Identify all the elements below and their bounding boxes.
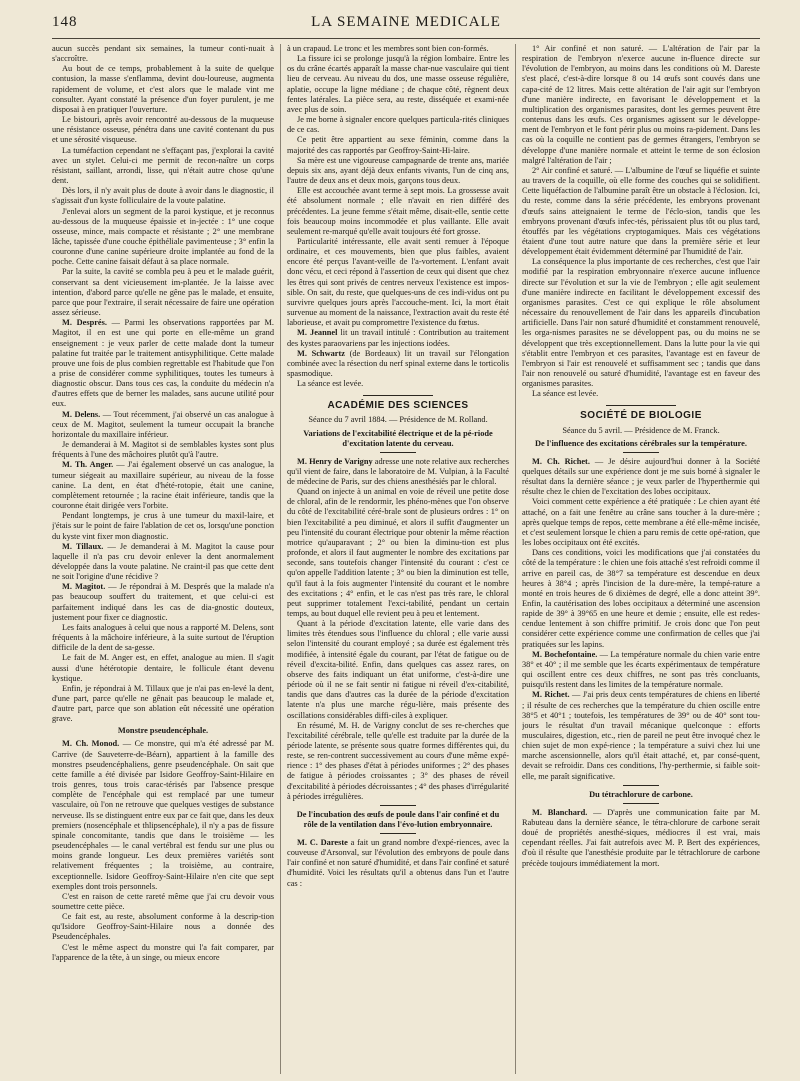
paragraph-text: — La température normale du chien varie entre 38° et 40° ; il me semble que les écarts expérimentaux de température qui oscillent entre ces deux chiffres, ne sont pas très concluants, puisqu'ils restent dans les limites de la température normale. [522, 649, 760, 690]
paragraph [52, 460, 274, 511]
paragraph [52, 207, 274, 268]
paragraph-text: Particularité intéressante, elle avait senti remuer à l'époque ordinaire, et ces mouvements, bien que plus faibles, avaient encore été perçus l'avant-veille de l'a-vortement. L'enfant avait donc vécu, et ceci répond à l'assertion de ceux qui disent que chez les êtres qui sont privés de centres nerveux l'existence est impos-sible. On sait, du reste, que quelques-uns de ces indi-vidus ont pu survivre quelques jours après l'accouche-ment. Ici, la mort était survenue au moment de la naissance, l'extraction avait du reste été laborieuse, et avait pu compromettre l'existence du fœtus. [287, 236, 509, 328]
page-number: 148 [52, 14, 78, 30]
paragraph-text: adresse une note relative aux recherches qu'il vient de faire, dans le laboratoire de M. Vulpian, à la Faculté de médecine de Paris, sur des chiens anesthésiés par le chloral. [287, 456, 509, 486]
header-rule [52, 38, 760, 39]
short-rule [623, 803, 659, 804]
paragraph-text: (de Bordeaux) lit un travail sur l'élongation combinée avec la résection du nerf spinal externe dans le torticolis spasmodique. [287, 348, 509, 378]
speaker-name: M. Th. Anger. [62, 460, 114, 470]
paragraph-text: a fait un grand nombre d'expé-riences, avec la couveuse d'Arsonval, sur l'évolution des embryons de poule dans l'air confiné et non saturé d'humidité, et dans l'air confiné et saturé d'humidité. Voici les résultats qu'il a obtenus dans l'un et l'autre cas : [287, 837, 509, 888]
paragraph-text: Ce fait est, au reste, absolument conforme à la descrip-tion qu'Isidore Geoffroy-Saint-Hilaire nous a donnée des Pseudencéphales. [52, 912, 274, 942]
paragraph-text: 1° Air confiné et non saturé. — L'altération de l'air par la respiration de l'embryon n'exerce aucune in-fluence directe sur l'évolution de l'embryon, au moins dans les conditions où M. Dareste s'est placé, c'est-à-dire lorsque 8 ou 14 œufs sont couvés dans une capa-cité de 12 litres. Mais cette altération de l'air agit sur l'embryon d'une manière indirecte, en favorisant le développement et la multiplication des organismes parasites, dont les germes peuvent être contenus dans les œufs. Ces organismes agissent sur le développe-ment de l'embryon et le font périr plus ou moins ra-pidement. Dans les cas où la coquille ne contient pas de germes étrangers, l'embryon se développe d'une manière normale et atteint le terme de son éclosion malgré l'altération de l'air ; [522, 44, 760, 165]
speaker-name: M. Ch. Monod. [62, 739, 120, 749]
paragraph-text: Ce petit être appartient au sexe féminin, comme dans la majorité des cas rapportés par Geoffroy-Saint-Hi-laire. [287, 135, 509, 155]
paragraph [287, 487, 509, 619]
paragraph-text: Enfin, je répondrai à M. Tillaux que je n'ai pas en-levé la dent, d'une part, parce qu'elle ne gênait pas beaucoup le malade et, d'autre part, parce que son ablation eût nécessité une opération grave. [52, 683, 274, 724]
speaker-name: M. Blanchard. [532, 807, 588, 817]
paragraph [52, 684, 274, 725]
paragraph [287, 379, 509, 389]
paragraph [52, 582, 274, 623]
speaker-name: M. Ch. Richet. [532, 456, 590, 466]
section-title-biologie: SOCIÉTÉ DE BIOLOGIE [580, 410, 702, 422]
paragraph [287, 349, 509, 379]
paragraph [522, 457, 760, 498]
speaker-name: M. Tillaux. [62, 541, 104, 551]
paragraph [287, 115, 509, 135]
paragraph [52, 542, 274, 583]
article-subhead: Variations de l'excitabilité électrique et de la pé-riode d'excitation latente du cerveau. [303, 428, 493, 448]
paragraph [287, 838, 509, 889]
paragraph-text: — Ce monstre, qui m'a été adressé par M. Carrive (de Sauveterre-de-Béarn), appartient à la famille des monstres pseudencéphaliens, genre pseudencéphale. On sait que cette famille a été divisée par Isidore Geoffroy-Saint-Hilaire en trois genres, tous trois carac-térisés par l'absence presque complète de l'encéphale qui est remplacé par une tumeur vasculaire, où l'on ne retrouve que quelques vestiges de substance nerveuse. Ils se distinguent entre eux par ce fait que, dans les deux premiers (nosencéphale et thlipsencéphale), il n'y a pas de fissure spinale concomitante, tandis que dans le troisième — les pseudencéphales — le canal vertébral est fendu sur une plus ou moins grande longueur. Les deux premières variétés sont relativement fréquentes ; la troisième, au contraire, exceptionnelle. Isidore Geoffroy-Saint-Hilaire n'en cite que sept exemples dont trois personnels. [52, 739, 274, 891]
paragraph-text: — Je demanderai à M. Magitot la cause pour laquelle il n'a pas cru devoir enlever la dent anormalement développée dans la voute palatine. Ne craint-il pas que cette dent ne soit l'origine d'une récidive ? [52, 541, 274, 582]
paragraph-text: lit un travail intitulé : Contribution au traitement des kystes paraovariens par les injections iodées. [287, 328, 509, 348]
article-subhead: De l'incubation des œufs de poule dans l'air confiné et du rôle de la ventilation dans l'évo-lution embryonnaire. [296, 809, 500, 829]
paragraph-text: — D'après une communication faite par M. Rabuteau dans la dernière séance, le tétra-chlorure de carbone serait doué de propriétés anesthé-siques, médiocres il est vrai, mais cependant réelles. J'ai fait autrefois avec M. P. Bert des expériences, d'où il résulte que l'anesthésie produite par le tétrachlorure de carbone précède toujours immédiatement la mort. [522, 807, 760, 868]
paragraph [52, 511, 274, 541]
paragraph-text: — Parmi les observations rapportées par M. Magitot, il en est une qui porte en elle-même un grand enseignement : je veux parler de cette malade dont la tumeur palatine fut traitée par le traitement antisyphilitique. Cette malade prouve une fois de plus combien regrettable est l'habitude que l'on a prise de considérer comme syphilitiques, toutes les tumeurs à diagnostic obscur. Dans tous ces cas, la conduite du médecin n'a d'autres effets que de berner les malades, sans aucune utilité pour eux. [52, 318, 274, 409]
paragraph [522, 257, 760, 389]
paragraph-text: Par la suite, la cavité se combla peu à peu et le malade guérit, conservant sa dent vicieusement im-plantée. Je la laisse avec intention, d'abord parce qu'elle ne gêne pas le malade, et ensuite, parce que pour l'extraire, il serait nécessaire de faire une opération assez sérieuse. [52, 267, 274, 318]
paragraph-text: J'enlevai alors un segment de la paroi kystique, et je reconnus au-dessous de la muqueuse épaissie et in-jectée : 1° une coque osseuse, mince, mais compacte et résistante ; 2° une membrane lâche, tapissée d'une couche épithéliale pavimenteuse ; 3° enfin la couronne d'une canine supérieure droite implantée au fond de la poche. Cette canine faisait défaut à sa place normale. [52, 206, 274, 267]
paragraph-text: Le fait de M. Anger est, en effet, analogue au mien. Il s'agit aussi d'une hétérotopie dentaire, le follicule étant devenu kystique. [52, 653, 274, 683]
paragraph-text: Le bistouri, après avoir rencontré au-dessous de la muqueuse une résistance osseuse, pénétra dans une cavité contenant du pus et une sérosité visqueuse. [52, 115, 274, 145]
paragraph-text: La fissure ici se prolonge jusqu'à la région lombaire. Entre les os du crâne écartés apparaît la masse char-nue vasculaire qui tient lieu de cerveau. Au niveau du dos, une masse osseuse régulière, aplatie, occupe la ligne médiane ; de chaque côté, règnent deux fentes latérales. La pièce sera, au reste, disséquée et exami-née avec plus de soin. [287, 54, 509, 114]
paragraph-text: La conséquence la plus importante de ces recherches, c'est que l'air modifié par la respiration embryonnaire n'exerce aucune influence directe sur l'évolution et sur la vie de l'embryon ; elle agit seulement d'une manière indirecte en facilitant le développement excessif des organismes parasites. C'est ce qui explique le rôle absolument nécessaire du renouvellement de l'air dans les appareils d'incubation artificielle. Dans l'air non saturé d'humidité et constamment renouvelé, les orga-nismes parasites ne se développent pas, ou du moins ne se développent que très exceptionnellement. Dans la lutte pour la vie qui s'établit entre l'embryon et ces parasites, l'avantage est en faveur de l'embryon si l'air est renouvelé et suffisamment sec ; tandis que dans l'air non renouvelé ou saturé d'humidité, l'avantage est en faveur des organismes parasites. [522, 257, 760, 389]
paragraph [287, 619, 509, 721]
paragraph-text: Quand on injecte à un animal en voie de réveil une petite dose de chloral, afin de le rendormir, les phéno-mènes que l'on observe du côté de l'excitabilité céré-brale sont de plusieurs ordres : 1° on bien l'excitabilité a peu diminué, et alors il suffit d'augmenter un peu l'intensité du courant électrique pour obtenir la même réaction motrice qu'auparavant ; 2° ou bien la diminu-tion est plus profonde, et alors il faut augmenter le nombre des excitations par seconde, sans toutefois changer l'intensité du courant : c'est ce qu'on appelle l'addition latente ; 3° ou bien la diminution est telle, qu'il faut à la fois augmenter l'intensité du courant et le nombre des excitations ; 4° enfin, et le cas n'est pas très rare, le chloral peut supprimer totalement l'exci-tabilité, pendant un certain temps, au bout duquel elle revient peu à peu et lentement. [287, 487, 509, 618]
short-rule [623, 785, 659, 786]
paragraph-text: — Je désire aujourd'hui donner à la Société quelques détails sur une expérience dont je me suis borné à signaler le résultat dans la dernière séance ; je veux parler de l'hyperthermie qui résulte chez le chien de l'excitation des lobes occipitaux. [522, 456, 760, 497]
paragraph [522, 650, 760, 691]
speaker-name: M. Henry de Varigny [297, 456, 373, 466]
paragraph [522, 44, 760, 166]
paragraph [522, 389, 760, 399]
paragraph [52, 64, 274, 115]
paragraph [52, 115, 274, 145]
column-divider [280, 44, 281, 1074]
paragraph [287, 44, 509, 54]
paragraph [522, 690, 760, 781]
paragraph-text: Sa mère est une vigoureuse campagnarde de trente ans, mariée depuis six ans, ayant déjà deux enfants vivants, l'un de cinq ans, l'autre de deux ans et deux mois, garçons tous deux. [287, 155, 509, 186]
paragraph [287, 54, 509, 115]
paragraph [52, 440, 274, 460]
paragraph [52, 146, 274, 187]
paragraph-text: aucun succès pendant six semaines, la tumeur conti-nuait à s'accroître. [52, 44, 274, 64]
seance-line: Séance du 5 avril. — Présidence de M. Franck. [562, 425, 720, 435]
short-rule [380, 452, 416, 453]
paragraph [287, 186, 509, 237]
paragraph-text: Au bout de ce temps, probablement à la suite de quelque contusion, la masse s'enflamma, devint dou-loureuse, augmenta rapidement de volume, et c'est alors que le malade vint me consulter. Ayant constaté la présence d'un foyer purulent, je me disposai à en pratiquer l'ouverture. [52, 64, 274, 114]
paragraph-text: En résumé, M. H. de Varigny conclut de ses re-cherches que l'excitabilité cérébrale, telle qu'elle est traduite par la durée de la période latente, se présente sous quatre formes différentes qui, du reste, se ren-contrent successivement au cours d'une même expé-rience : 1° des phases d'état à périodes uniformes ; 2° des phases de fatigue à périodes croissantes ; 3° des phases de réveil d'excitabilité à périodes décroissantes ; 4° des phases d'irrégularité à périodes irrégulières. [287, 720, 509, 801]
article-subhead: De l'influence des excitations cérébrales sur la température. [535, 438, 747, 448]
short-rule [623, 452, 659, 453]
section-rule [606, 405, 676, 406]
paragraph [52, 267, 274, 318]
column-right [522, 44, 760, 1074]
paragraph [287, 457, 509, 487]
paragraph [522, 808, 760, 869]
section-title-academie: ACADÉMIE DES SCIENCES [327, 400, 469, 412]
paragraph [52, 943, 274, 963]
paragraph [522, 497, 760, 548]
paragraph-text: Pendant longtemps, je crus à une tumeur du maxil-laire, et j'étais sur le point de faire l'ablation de cet os, lorsqu'une ponction du kyste vint fixer mon diagnostic. [52, 511, 274, 541]
paragraph-text: Dans ces conditions, voici les modifications que j'ai constatées du côté de la température : le chien une fois attaché s'est refroidi comme il arrive en pareil cas, de 38°7 sa température est descendue en deux heures à 38°4 ; après l'incision de la dure-mère, la tempé-rature a monté en trois heures de 6 dixièmes de degré, elle a donc atteint 39°. Enfin, la cautérisation des lobes occipitaux a déterminé une ascension rapide de 39° à 39°65 en une heure et demie ; ensuite, elle est redes-cendue lentement à son chiffre primitif. Je crois donc que l'on peut considérer cette expérience comme une confirmation de celles que j'ai pratiquées sur les lapins. [522, 548, 760, 649]
paragraph [52, 186, 274, 206]
short-rule [380, 833, 416, 834]
running-head [52, 14, 760, 38]
short-rule [380, 805, 416, 806]
paragraph-text: Je me borne à signaler encore quelques particula-rités cliniques de ce cas. [287, 115, 509, 135]
paragraph [522, 548, 760, 650]
paragraph-text: C'est en raison de cette rareté même que j'ai cru devoir vous soumettre cette pièce. [52, 891, 274, 911]
paragraph-text: 2° Air confiné et saturé. — L'albumine de l'œuf se liquéfie et suinte au travers de la coquille, où elle forme des couches qui se solidifient. Cette liquéfaction de l'albumine paraît être un obstacle à l'éclosion. Ici, du reste, comme dans la série précédente, les embryons provenant d'œufs sains atteignaient le terme de l'éclo-sion, tandis que les embryons provenant d'œufs infec-tés, périssaient plus tôt ou plus tard, étouffés par les végétations cryptogamiques. Mais ces végétations étaient d'une tout autre nature que dans la première série et leur développement était évidemment déterminé par l'humidité de l'air. [522, 165, 760, 257]
paragraph-text: La séance est levée. [297, 379, 364, 389]
column-left [52, 44, 274, 1074]
paragraph [52, 318, 274, 409]
speaker-name: M. Magitot. [62, 582, 106, 592]
paragraph [52, 623, 274, 653]
speaker-name: M. Després. [62, 318, 107, 328]
speaker-name: M. C. Dareste [297, 837, 348, 847]
paragraph-text: Les faits analogues à celui que nous a rapporté M. Delens, sont fréquents à la mâchoire inférieure, à la suite surtout de l'éruption difficile de la dent de sa-gesse. [52, 622, 274, 653]
article-subhead: Du tétrachlorure de carbone. [589, 789, 693, 799]
speaker-name: M. Richet. [532, 690, 570, 700]
paragraph-text: Dès lors, il n'y avait plus de doute à avoir dans le diagnostic, il s'agissait d'un kyste folliculaire de la voute palatine. [52, 186, 274, 206]
paragraph [287, 156, 509, 186]
paragraph-text: — J'ai pris deux cents températures de chiens en liberté ; il résulte de ces recherches que la température du chien oscille entre 38°5 et 40°1 ; toutefois, les températures de 39° ou de 40° sont tou-jours le résultat d'un travail mécanique quelconque : efforts musculaires, digestion, etc., rien de pareil ne peut être invoqué chez le chien sujet de mon expé-rience ; la température a suivi chez lui une marche ascensionnelle, alors qu'il était attaché, et, par consé-quent, devait se refroidir. Dans ces conditions, l'hy-perthermie, si faible soit-elle, me paraît significative. [522, 690, 760, 781]
paragraph [52, 739, 274, 891]
paragraph-text: Elle est accouchée avant terme à sept mois. La grossesse avait été absolument normale ; elle n'avait en rien différé des précédentes. La jeune femme s'était même, disait-elle, sentie cette fois beaucoup moins incommodée et plus vaillante. Elle avait seulement re-marqué qu'elle avait toujours été fort grosse. [287, 186, 509, 236]
paragraph-text: à un crapaud. Le tronc et les membres sont bien con-formés. [287, 44, 489, 53]
paragraph [52, 892, 274, 912]
paragraph [52, 410, 274, 440]
speaker-name: M. Bochefontaine. [532, 649, 598, 659]
paragraph-text: — Tout récemment, j'ai observé un cas analogue à ceux de M. Magitot, seulement la tumeur occupait la branche horizontale du maxillaire inférieur. [52, 409, 274, 439]
paragraph-text: Voici comment cette expérience a été pratiquée : Le chien ayant été attaché, on a fait une fenêtre au crâne sans toucher à la dure-mère ; après quelque temps de repos, cette membrane a été elle-même incisée, et c'est seulement lorsque le chien a paru remis de cette opé-ration, que les lobes occipitaux ont été excités. [522, 497, 760, 548]
paragraph [52, 653, 274, 683]
paragraph [287, 135, 509, 155]
paragraph [52, 912, 274, 942]
paragraph [287, 328, 509, 348]
seance-line: Séance du 7 avril 1884. — Présidence de M. Rolland. [308, 415, 488, 425]
column-middle [287, 44, 509, 1074]
paragraph [52, 44, 274, 64]
paragraph-text: — Je répondrai à M. Després que la malade n'a pas beaucoup souffert du traitement, et que celui-ci est parfaitement indiqué dans les cas de dia-gnostic douteux, justement pour fixer ce diagnostic. [52, 582, 274, 622]
speaker-name: M. Delens. [62, 409, 101, 419]
paragraph-text: — J'ai également observé un cas analogue, la tumeur siégeait au maxillaire supérieur, au niveau de la fosse canine. La dent, en état d'hété-rotopie, était une canine, complètement retournée ; la racine était inférieure, tandis que la couronne était dirigée vers l'orbite. [52, 460, 274, 511]
column-divider [515, 44, 516, 1074]
paragraph-text: La tuméfaction cependant ne s'effaçant pas, j'explorai la cavité avec un stylet. Celui-ci me permit de recon-naître un corps résistant, saillant, arrondi, lisse, qui n'était autre chose qu'une dent. [52, 145, 274, 186]
speaker-name: M. Jeannel [297, 328, 338, 338]
paragraph-text: Je demanderai à M. Magitot si de semblables kystes sont plus fréquents à l'une des mâchoires plutôt qu'à l'autre. [52, 440, 274, 460]
section-rule [363, 395, 433, 396]
paragraph-text: La séance est levée. [532, 389, 599, 399]
paragraph-text: Quant à la période d'excitation latente, elle varie dans des limites très étendues sous l'influence du chloral ; elle varie aussi selon l'intensité du courant employé ; sa durée est également très modifiée, à intensité égale du courant, par l'état de fatigue ou de réveil d'excita-bilité. Enfin, dans quelques cas assez rares, on observe des faits indiquant un état uniforme, c'est-à-dire une période où il ne se fait sentir ni fatigue ni réveil d'ex-citabilité, tandis que dans d'autres cas la durée de la période d'excitation latente n'a plus une marche régu-lière, mais présente des oscillations considérables diffi-ciles à expliquer. [287, 619, 509, 720]
paragraph [522, 166, 760, 257]
paragraph-text: C'est le même aspect du monstre qui l'a fait comparer, par l'apparence de la tête, à un singe, ou mieux encore [52, 942, 274, 962]
journal-title: LA SEMAINE MEDICALE [311, 14, 501, 30]
paragraph [287, 237, 509, 328]
article-subhead: Monstre pseudencéphale. [117, 726, 209, 736]
speaker-name: M. Schwartz [297, 348, 345, 358]
paragraph [287, 721, 509, 802]
